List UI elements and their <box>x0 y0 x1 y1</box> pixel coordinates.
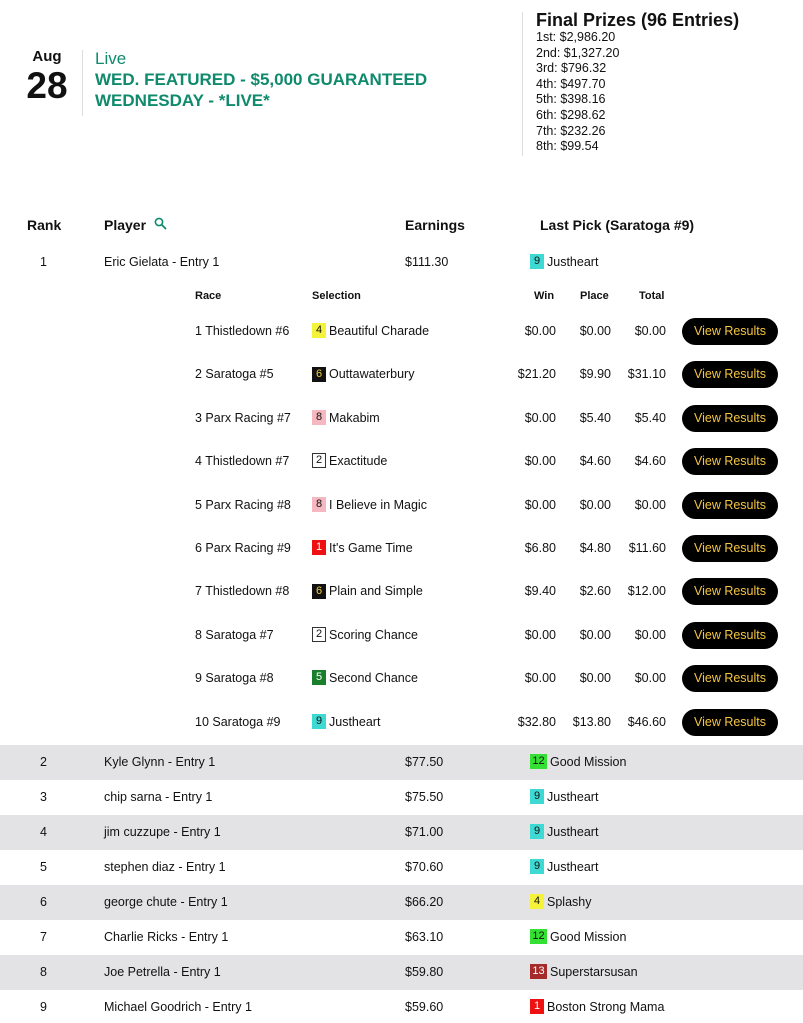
horse-name: Beautiful Charade <box>329 324 430 338</box>
horse-name: Exactitude <box>329 454 388 469</box>
date-day: 28 <box>26 65 68 106</box>
player-name: Joe Petrella - Entry 1 <box>104 965 221 979</box>
divider <box>82 50 83 116</box>
horse-name: Scoring Chance <box>329 627 418 642</box>
pick-row <box>0 707 803 737</box>
program-number: 6 <box>312 584 326 599</box>
view-results-button[interactable]: View Results <box>682 578 778 605</box>
selection <box>312 533 413 563</box>
win-amount: $32.80 <box>517 714 556 729</box>
win-amount: $6.80 <box>524 541 556 555</box>
horse-name: Justheart <box>547 790 599 804</box>
win-amount: $0.00 <box>524 627 556 642</box>
divider <box>522 12 523 156</box>
program-number: 2 <box>312 627 326 642</box>
table-row[interactable] <box>0 745 803 780</box>
program-number: 4 <box>312 323 326 338</box>
pick-row <box>0 446 803 476</box>
prizes-list <box>536 30 739 155</box>
earnings: $59.60 <box>405 1000 444 1014</box>
pick-row <box>0 403 803 433</box>
race-name: 4 Thistledown #7 <box>195 454 290 469</box>
place-amount: $0.00 <box>579 497 611 512</box>
rank: 1 <box>40 255 47 269</box>
place-amount: $0.00 <box>579 627 611 642</box>
prizes-title: Final Prizes (96 Entries) <box>536 10 740 30</box>
place-amount: $0.00 <box>579 671 611 686</box>
table-row[interactable] <box>0 955 803 990</box>
table-row[interactable] <box>0 920 803 955</box>
place-amount: $5.40 <box>579 410 611 425</box>
total-amount: $46.60 <box>627 714 666 729</box>
horse-name: Plain and Simple <box>329 584 423 599</box>
prize-item: 6th: $298.62 <box>536 107 606 122</box>
horse-name: Justheart <box>547 825 599 839</box>
pick-row <box>0 663 803 693</box>
column-header-rank: Rank <box>27 217 62 233</box>
horse-name: It's Game Time <box>329 541 413 555</box>
horse-name: Boston Strong Mama <box>547 1000 665 1014</box>
race-name: 9 Saratoga #8 <box>195 671 274 686</box>
prize-item: 3rd: $796.32 <box>536 61 607 76</box>
program-number: 12 <box>530 929 547 944</box>
rank: 5 <box>40 860 47 874</box>
race-name: 8 Saratoga #7 <box>195 627 274 642</box>
win-amount: $0.00 <box>524 454 556 469</box>
earnings: $71.00 <box>405 825 444 839</box>
last-pick <box>530 245 598 280</box>
pick-header-place: Place <box>580 290 609 302</box>
earnings: $63.10 <box>405 930 444 944</box>
total-amount: $5.40 <box>634 410 666 425</box>
race-name: 6 Parx Racing #9 <box>195 541 291 555</box>
table-row[interactable] <box>0 990 803 1023</box>
place-amount: $9.90 <box>579 367 611 382</box>
program-number: 8 <box>312 497 326 512</box>
program-number: 4 <box>530 894 544 909</box>
earnings: $59.80 <box>405 965 444 979</box>
win-amount: $0.00 <box>524 671 556 686</box>
pick-row <box>0 316 803 346</box>
horse-name: Makabim <box>329 410 380 425</box>
view-results-button[interactable]: View Results <box>682 318 778 345</box>
earnings: $111.30 <box>405 255 449 269</box>
prizes-panel <box>536 10 739 155</box>
program-number: 12 <box>530 754 547 769</box>
horse-name: Justheart <box>547 860 599 874</box>
program-number: 6 <box>312 367 326 382</box>
pick-row <box>0 533 803 563</box>
rank: 9 <box>40 1000 47 1014</box>
horse-name: Splashy <box>547 895 592 909</box>
horse-name: Good Mission <box>550 930 627 944</box>
player-name: george chute - Entry 1 <box>104 895 228 909</box>
program-number: 1 <box>530 999 544 1014</box>
contest-info <box>95 49 515 111</box>
pick-header-race: Race <box>195 290 222 302</box>
view-results-button[interactable]: View Results <box>682 709 778 736</box>
contest-title: WED. FEATURED - $5,000 GUARANTEED WEDNESDAY - *LIVE* <box>95 70 428 110</box>
rank: 4 <box>40 825 47 839</box>
table-row[interactable] <box>0 780 803 815</box>
selection <box>312 316 429 346</box>
last-pick <box>530 815 598 850</box>
table-row-expanded[interactable] <box>0 245 803 280</box>
player-name: chip sarna - Entry 1 <box>104 790 213 804</box>
view-results-button[interactable]: View Results <box>682 448 778 475</box>
program-number: 13 <box>530 964 547 979</box>
total-amount: $12.00 <box>627 584 666 599</box>
last-pick <box>530 955 638 990</box>
win-amount: $9.40 <box>524 584 556 599</box>
total-amount: $0.00 <box>634 671 666 686</box>
place-amount: $0.00 <box>579 324 611 338</box>
view-results-button[interactable]: View Results <box>682 405 778 432</box>
program-number: 9 <box>312 714 326 729</box>
race-name: 10 Saratoga #9 <box>195 714 281 729</box>
place-amount: $4.80 <box>579 541 611 555</box>
total-amount: $0.00 <box>634 497 666 512</box>
total-amount: $31.10 <box>627 367 666 382</box>
horse-name: Outtawaterbury <box>329 367 415 382</box>
prize-item: 4th: $497.70 <box>536 76 606 91</box>
horse-name: Justheart <box>329 714 381 729</box>
pick-row <box>0 620 803 650</box>
pick-row <box>0 576 803 606</box>
prize-item: 1st: $2,986.20 <box>536 30 616 44</box>
contest-date <box>22 48 72 106</box>
program-number: 9 <box>530 254 544 269</box>
view-results-button[interactable]: View Results <box>682 492 778 519</box>
earnings: $66.20 <box>405 895 444 909</box>
win-amount: $0.00 <box>524 324 556 338</box>
player-name: Charlie Ricks - Entry 1 <box>104 930 229 944</box>
race-name: 3 Parx Racing #7 <box>195 410 291 425</box>
contest-status: Live <box>95 49 127 68</box>
total-amount: $0.00 <box>634 627 666 642</box>
race-name: 7 Thistledown #8 <box>195 584 290 599</box>
selection <box>312 359 414 389</box>
rank: 8 <box>40 965 47 979</box>
selection <box>312 620 418 650</box>
earnings: $70.60 <box>405 860 444 874</box>
total-amount: $4.60 <box>634 454 666 469</box>
prize-item: 8th: $99.54 <box>536 139 599 154</box>
horse-name: I Believe in Magic <box>329 497 427 512</box>
selection <box>312 707 380 737</box>
player-name: stephen diaz - Entry 1 <box>104 860 226 874</box>
last-pick <box>530 850 598 885</box>
selection <box>312 403 380 433</box>
last-pick <box>530 990 664 1023</box>
selection <box>312 446 387 476</box>
race-name: 5 Parx Racing #8 <box>195 497 291 512</box>
date-month: Aug <box>32 48 62 65</box>
prize-item: 5th: $398.16 <box>536 92 606 107</box>
total-amount: $11.60 <box>628 541 666 555</box>
win-amount: $21.20 <box>517 367 556 382</box>
place-amount: $2.60 <box>579 584 611 599</box>
win-amount: $0.00 <box>524 410 556 425</box>
earnings: $75.50 <box>405 790 444 804</box>
win-amount: $0.00 <box>524 497 556 512</box>
horse-name: Second Chance <box>329 671 418 686</box>
total-amount: $0.00 <box>634 324 666 338</box>
view-results-button[interactable]: View Results <box>682 665 778 692</box>
program-number: 5 <box>312 670 326 685</box>
program-number: 2 <box>312 453 326 468</box>
view-results-button[interactable]: View Results <box>682 622 778 649</box>
view-results-button[interactable]: View Results <box>682 535 778 562</box>
contest-header <box>0 0 803 170</box>
place-amount: $4.60 <box>579 454 611 469</box>
pick-row <box>0 490 803 520</box>
program-number: 8 <box>312 410 326 425</box>
horse-name: Superstarsusan <box>550 965 638 979</box>
prize-item: 2nd: $1,327.20 <box>536 45 620 60</box>
last-pick <box>530 920 626 955</box>
program-number: 9 <box>530 824 544 839</box>
player-name: Michael Goodrich - Entry 1 <box>104 1000 252 1014</box>
column-header-player-label: Player <box>104 217 147 233</box>
table-row[interactable] <box>0 815 803 850</box>
last-pick <box>530 780 598 815</box>
program-number: 9 <box>530 789 544 804</box>
pick-row <box>0 359 803 389</box>
selection <box>312 576 423 606</box>
last-pick <box>530 885 591 920</box>
column-header-earnings: Earnings <box>405 217 465 233</box>
horse-name: Justheart <box>547 255 599 269</box>
player-name: Eric Gielata - Entry 1 <box>104 255 220 269</box>
table-row[interactable] <box>0 850 803 885</box>
pick-header-total: Total <box>639 290 665 302</box>
race-name: 1 Thistledown #6 <box>195 324 290 338</box>
player-name: jim cuzzupe - Entry 1 <box>104 825 221 839</box>
race-name: 2 Saratoga #5 <box>195 367 274 382</box>
program-number: 1 <box>312 540 326 555</box>
table-row[interactable] <box>0 885 803 920</box>
rank: 2 <box>40 755 47 769</box>
column-header-last-pick: Last Pick (Saratoga #9) <box>540 217 695 233</box>
rank: 6 <box>40 895 47 909</box>
view-results-button[interactable]: View Results <box>682 361 778 388</box>
earnings: $77.50 <box>405 755 444 769</box>
prize-item: 7th: $232.26 <box>536 123 606 138</box>
place-amount: $13.80 <box>572 714 611 729</box>
rank: 3 <box>40 790 47 804</box>
player-name: Kyle Glynn - Entry 1 <box>104 755 216 769</box>
pick-header-selection: Selection <box>312 290 361 302</box>
rank: 7 <box>40 930 47 944</box>
selection <box>312 663 418 693</box>
search-icon[interactable] <box>154 216 167 234</box>
selection <box>312 490 427 520</box>
horse-name: Good Mission <box>550 755 627 769</box>
pick-header-win: Win <box>534 290 555 302</box>
column-header-player <box>104 216 167 234</box>
last-pick <box>530 745 626 780</box>
program-number: 9 <box>530 859 544 874</box>
